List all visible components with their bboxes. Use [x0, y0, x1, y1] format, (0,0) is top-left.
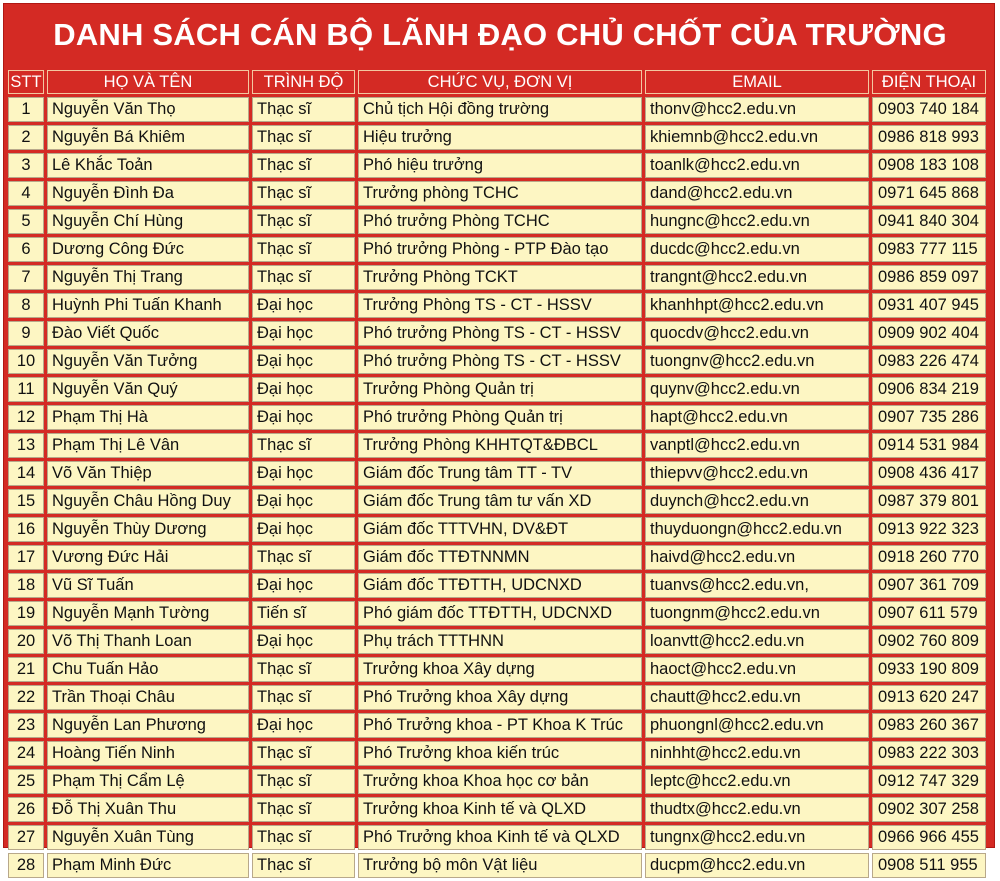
table-row	[8, 489, 986, 514]
cell-position: Giám đốc TTĐTNNMN	[358, 545, 642, 570]
table-row	[8, 377, 986, 402]
cell-stt: 28	[8, 853, 44, 878]
cell-name: Chu Tuấn Hảo	[47, 657, 249, 682]
cell-position: Giám đốc TTTVHN, DV&ĐT	[358, 517, 642, 542]
table-row	[8, 209, 986, 234]
cell-name: Nguyễn Đình Đa	[47, 181, 249, 206]
cell-email[interactable]: haoct@hcc2.edu.vn	[645, 657, 869, 682]
cell-phone[interactable]: 0914 531 984	[872, 433, 986, 458]
table-row	[8, 153, 986, 178]
cell-phone[interactable]: 0987 379 801	[872, 489, 986, 514]
cell-degree: Tiến sĩ	[252, 601, 355, 626]
cell-position: Trưởng phòng TCHC	[358, 181, 642, 206]
cell-degree: Thạc sĩ	[252, 125, 355, 150]
cell-stt: 9	[8, 321, 44, 346]
cell-stt: 5	[8, 209, 44, 234]
cell-position: Trưởng Phòng TCKT	[358, 265, 642, 290]
cell-phone[interactable]: 0908 183 108	[872, 153, 986, 178]
cell-name: Phạm Thị Lê Vân	[47, 433, 249, 458]
cell-degree: Thạc sĩ	[252, 545, 355, 570]
table-row	[8, 433, 986, 458]
header-position: CHỨC VỤ, ĐƠN VỊ	[358, 70, 642, 94]
cell-stt: 1	[8, 97, 44, 122]
cell-position: Trưởng khoa Khoa học cơ bản	[358, 769, 642, 794]
cell-phone[interactable]: 0902 307 258	[872, 797, 986, 822]
cell-degree: Đại học	[252, 713, 355, 738]
cell-stt: 12	[8, 405, 44, 430]
cell-degree: Đại học	[252, 377, 355, 402]
cell-degree: Đại học	[252, 517, 355, 542]
table-row	[8, 349, 986, 374]
table-row	[8, 713, 986, 738]
cell-name: Đỗ Thị Xuân Thu	[47, 797, 249, 822]
cell-phone[interactable]: 0983 260 367	[872, 713, 986, 738]
cell-degree: Thạc sĩ	[252, 769, 355, 794]
cell-name: Nguyễn Thùy Dương	[47, 517, 249, 542]
table-row	[8, 181, 986, 206]
cell-email[interactable]: leptc@hcc2.edu.vn	[645, 769, 869, 794]
cell-name: Vũ Sĩ Tuấn	[47, 573, 249, 598]
cell-stt: 15	[8, 489, 44, 514]
cell-degree: Thạc sĩ	[252, 265, 355, 290]
cell-name: Đào Viết Quốc	[47, 321, 249, 346]
cell-stt: 21	[8, 657, 44, 682]
cell-phone[interactable]: 0966 966 455	[872, 825, 986, 850]
cell-position: Trưởng bộ môn Vật liệu	[358, 853, 642, 878]
cell-degree: Thạc sĩ	[252, 797, 355, 822]
cell-email[interactable]: hungnc@hcc2.edu.vn	[645, 209, 869, 234]
table-row	[8, 265, 986, 290]
cell-degree: Đại học	[252, 489, 355, 514]
cell-stt: 20	[8, 629, 44, 654]
cell-email[interactable]: toanlk@hcc2.edu.vn	[645, 153, 869, 178]
cell-email[interactable]: quynv@hcc2.edu.vn	[645, 377, 869, 402]
cell-email[interactable]: thuyduongn@hcc2.edu.vn	[645, 517, 869, 542]
cell-name: Nguyễn Châu Hồng Duy	[47, 489, 249, 514]
cell-stt: 11	[8, 377, 44, 402]
cell-degree: Thạc sĩ	[252, 237, 355, 262]
cell-name: Nguyễn Văn Tưởng	[47, 349, 249, 374]
cell-degree: Đại học	[252, 293, 355, 318]
cell-position: Trưởng Phòng KHHTQT&ĐBCL	[358, 433, 642, 458]
cell-position: Hiệu trưởng	[358, 125, 642, 150]
cell-name: Huỳnh Phi Tuấn Khanh	[47, 293, 249, 318]
cell-email[interactable]: tuongnm@hcc2.edu.vn	[645, 601, 869, 626]
cell-stt: 18	[8, 573, 44, 598]
table-row	[8, 405, 986, 430]
cell-stt: 3	[8, 153, 44, 178]
cell-email[interactable]: vanptl@hcc2.edu.vn	[645, 433, 869, 458]
cell-name: Vương Đức Hải	[47, 545, 249, 570]
cell-name: Nguyễn Chí Hùng	[47, 209, 249, 234]
cell-degree: Thạc sĩ	[252, 181, 355, 206]
cell-stt: 10	[8, 349, 44, 374]
cell-stt: 6	[8, 237, 44, 262]
cell-position: Phó trưởng Phòng Quản trị	[358, 405, 642, 430]
cell-email[interactable]: loanvtt@hcc2.edu.vn	[645, 629, 869, 654]
cell-degree: Đại học	[252, 461, 355, 486]
cell-name: Hoàng Tiến Ninh	[47, 741, 249, 766]
leadership-table	[5, 67, 989, 881]
table-row	[8, 321, 986, 346]
cell-stt: 25	[8, 769, 44, 794]
table-row	[8, 825, 986, 850]
cell-degree: Thạc sĩ	[252, 853, 355, 878]
cell-phone[interactable]: 0907 361 709	[872, 573, 986, 598]
cell-email[interactable]: ducpm@hcc2.edu.vn	[645, 853, 869, 878]
cell-phone[interactable]: 0931 407 945	[872, 293, 986, 318]
cell-name: Nguyễn Văn Quý	[47, 377, 249, 402]
cell-name: Nguyễn Thị Trang	[47, 265, 249, 290]
table-row	[8, 461, 986, 486]
cell-email[interactable]: duynch@hcc2.edu.vn	[645, 489, 869, 514]
table-row	[8, 657, 986, 682]
cell-email[interactable]: tungnx@hcc2.edu.vn	[645, 825, 869, 850]
cell-position: Phó Trưởng khoa - PT Khoa K Trúc	[358, 713, 642, 738]
cell-phone[interactable]: 0983 222 303	[872, 741, 986, 766]
cell-phone[interactable]: 0903 740 184	[872, 97, 986, 122]
cell-name: Võ Thị Thanh Loan	[47, 629, 249, 654]
cell-stt: 19	[8, 601, 44, 626]
cell-email[interactable]: hapt@hcc2.edu.vn	[645, 405, 869, 430]
cell-name: Phạm Thị Hà	[47, 405, 249, 430]
header-name: HỌ VÀ TÊN	[47, 70, 249, 94]
cell-position: Trưởng Phòng Quản trị	[358, 377, 642, 402]
cell-stt: 24	[8, 741, 44, 766]
cell-name: Võ Văn Thiệp	[47, 461, 249, 486]
cell-degree: Đại học	[252, 573, 355, 598]
header-row	[8, 70, 986, 94]
cell-degree: Đại học	[252, 349, 355, 374]
cell-phone[interactable]: 0908 436 417	[872, 461, 986, 486]
cell-degree: Thạc sĩ	[252, 685, 355, 710]
cell-name: Nguyễn Bá Khiêm	[47, 125, 249, 150]
cell-position: Phó trưởng Phòng TCHC	[358, 209, 642, 234]
cell-email[interactable]: ninhht@hcc2.edu.vn	[645, 741, 869, 766]
cell-position: Phó Trưởng khoa Xây dựng	[358, 685, 642, 710]
cell-email[interactable]: thonv@hcc2.edu.vn	[645, 97, 869, 122]
cell-stt: 8	[8, 293, 44, 318]
cell-email[interactable]: ducdc@hcc2.edu.vn	[645, 237, 869, 262]
cell-position: Giám đốc Trung tâm tư vấn XD	[358, 489, 642, 514]
cell-degree: Thạc sĩ	[252, 657, 355, 682]
cell-position: Phó hiệu trưởng	[358, 153, 642, 178]
cell-name: Lê Khắc Toản	[47, 153, 249, 178]
cell-degree: Đại học	[252, 321, 355, 346]
cell-degree: Thạc sĩ	[252, 433, 355, 458]
cell-position: Phụ trách TTTHNN	[358, 629, 642, 654]
cell-position: Trưởng khoa Kinh tế và QLXD	[358, 797, 642, 822]
cell-name: Nguyễn Mạnh Tường	[47, 601, 249, 626]
table-row	[8, 629, 986, 654]
table-row	[8, 517, 986, 542]
cell-name: Nguyễn Văn Thọ	[47, 97, 249, 122]
cell-email[interactable]: khiemnb@hcc2.edu.vn	[645, 125, 869, 150]
cell-phone[interactable]: 0902 760 809	[872, 629, 986, 654]
cell-position: Phó trưởng Phòng TS - CT - HSSV	[358, 321, 642, 346]
cell-email[interactable]: trangnt@hcc2.edu.vn	[645, 265, 869, 290]
table-row	[8, 573, 986, 598]
header-degree: TRÌNH ĐỘ	[252, 70, 355, 94]
table-row	[8, 685, 986, 710]
cell-position: Giám đốc TTĐTTH, UDCNXD	[358, 573, 642, 598]
cell-phone[interactable]: 0983 226 474	[872, 349, 986, 374]
cell-stt: 23	[8, 713, 44, 738]
cell-phone[interactable]: 0986 818 993	[872, 125, 986, 150]
cell-stt: 7	[8, 265, 44, 290]
cell-degree: Đại học	[252, 405, 355, 430]
cell-name: Phạm Minh Đức	[47, 853, 249, 878]
cell-name: Nguyễn Lan Phương	[47, 713, 249, 738]
table-row	[8, 545, 986, 570]
cell-position: Phó trưởng Phòng - PTP Đào tạo	[358, 237, 642, 262]
cell-phone[interactable]: 0912 747 329	[872, 769, 986, 794]
cell-position: Giám đốc Trung tâm TT - TV	[358, 461, 642, 486]
table-body	[8, 97, 986, 878]
cell-stt: 27	[8, 825, 44, 850]
staff-directory-sheet	[3, 3, 995, 874]
cell-phone[interactable]: 0983 777 115	[872, 237, 986, 262]
cell-position: Phó giám đốc TTĐTTH, UDCNXD	[358, 601, 642, 626]
header-phone: ĐIỆN THOẠI	[872, 70, 986, 94]
cell-degree: Thạc sĩ	[252, 97, 355, 122]
cell-stt: 4	[8, 181, 44, 206]
cell-phone[interactable]: 0933 190 809	[872, 657, 986, 682]
cell-phone[interactable]: 0913 620 247	[872, 685, 986, 710]
header-email: EMAIL	[645, 70, 869, 94]
cell-email[interactable]: quocdv@hcc2.edu.vn	[645, 321, 869, 346]
cell-stt: 14	[8, 461, 44, 486]
cell-position: Phó Trưởng khoa Kinh tế và QLXD	[358, 825, 642, 850]
page-title: DANH SÁCH CÁN BỘ LÃNH ĐẠO CHỦ CHỐT CỦA TRƯỜNG	[53, 17, 947, 52]
cell-name: Trần Thoại Châu	[47, 685, 249, 710]
cell-stt: 2	[8, 125, 44, 150]
cell-email[interactable]: haivd@hcc2.edu.vn	[645, 545, 869, 570]
cell-stt: 22	[8, 685, 44, 710]
table-row	[8, 237, 986, 262]
cell-degree: Thạc sĩ	[252, 825, 355, 850]
cell-phone[interactable]: 0971 645 868	[872, 181, 986, 206]
table-row	[8, 125, 986, 150]
cell-phone[interactable]: 0909 902 404	[872, 321, 986, 346]
cell-phone[interactable]: 0918 260 770	[872, 545, 986, 570]
cell-email[interactable]: thiepvv@hcc2.edu.vn	[645, 461, 869, 486]
cell-stt: 26	[8, 797, 44, 822]
cell-stt: 17	[8, 545, 44, 570]
table-row	[8, 601, 986, 626]
table-row	[8, 741, 986, 766]
table-row	[8, 797, 986, 822]
cell-phone[interactable]: 0907 611 579	[872, 601, 986, 626]
table-row	[8, 293, 986, 318]
cell-degree: Thạc sĩ	[252, 741, 355, 766]
cell-name: Nguyễn Xuân Tùng	[47, 825, 249, 850]
cell-email[interactable]: dand@hcc2.edu.vn	[645, 181, 869, 206]
cell-email[interactable]: tuongnv@hcc2.edu.vn	[645, 349, 869, 374]
cell-position: Phó Trưởng khoa kiến trúc	[358, 741, 642, 766]
cell-name: Phạm Thị Cẩm Lệ	[47, 769, 249, 794]
header-stt: STT	[8, 70, 44, 94]
cell-stt: 16	[8, 517, 44, 542]
cell-stt: 13	[8, 433, 44, 458]
cell-email[interactable]: phuongnl@hcc2.edu.vn	[645, 713, 869, 738]
cell-email[interactable]: khanhhpt@hcc2.edu.vn	[645, 293, 869, 318]
cell-phone[interactable]: 0986 859 097	[872, 265, 986, 290]
cell-position: Phó trưởng Phòng TS - CT - HSSV	[358, 349, 642, 374]
cell-phone[interactable]: 0907 735 286	[872, 405, 986, 430]
cell-position: Chủ tịch Hội đồng trường	[358, 97, 642, 122]
cell-position: Trưởng Phòng TS - CT - HSSV	[358, 293, 642, 318]
cell-name: Dương Công Đức	[47, 237, 249, 262]
cell-phone[interactable]: 0908 511 955	[872, 853, 986, 878]
table-row	[8, 853, 986, 878]
cell-email[interactable]: tuanvs@hcc2.edu.vn,	[645, 573, 869, 598]
cell-phone[interactable]: 0913 922 323	[872, 517, 986, 542]
cell-degree: Thạc sĩ	[252, 209, 355, 234]
table-row	[8, 97, 986, 122]
cell-email[interactable]: thudtx@hcc2.edu.vn	[645, 797, 869, 822]
cell-degree: Đại học	[252, 629, 355, 654]
cell-position: Trưởng khoa Xây dựng	[358, 657, 642, 682]
cell-degree: Thạc sĩ	[252, 153, 355, 178]
cell-phone[interactable]: 0906 834 219	[872, 377, 986, 402]
cell-phone[interactable]: 0941 840 304	[872, 209, 986, 234]
cell-email[interactable]: chautt@hcc2.edu.vn	[645, 685, 869, 710]
table-row	[8, 769, 986, 794]
